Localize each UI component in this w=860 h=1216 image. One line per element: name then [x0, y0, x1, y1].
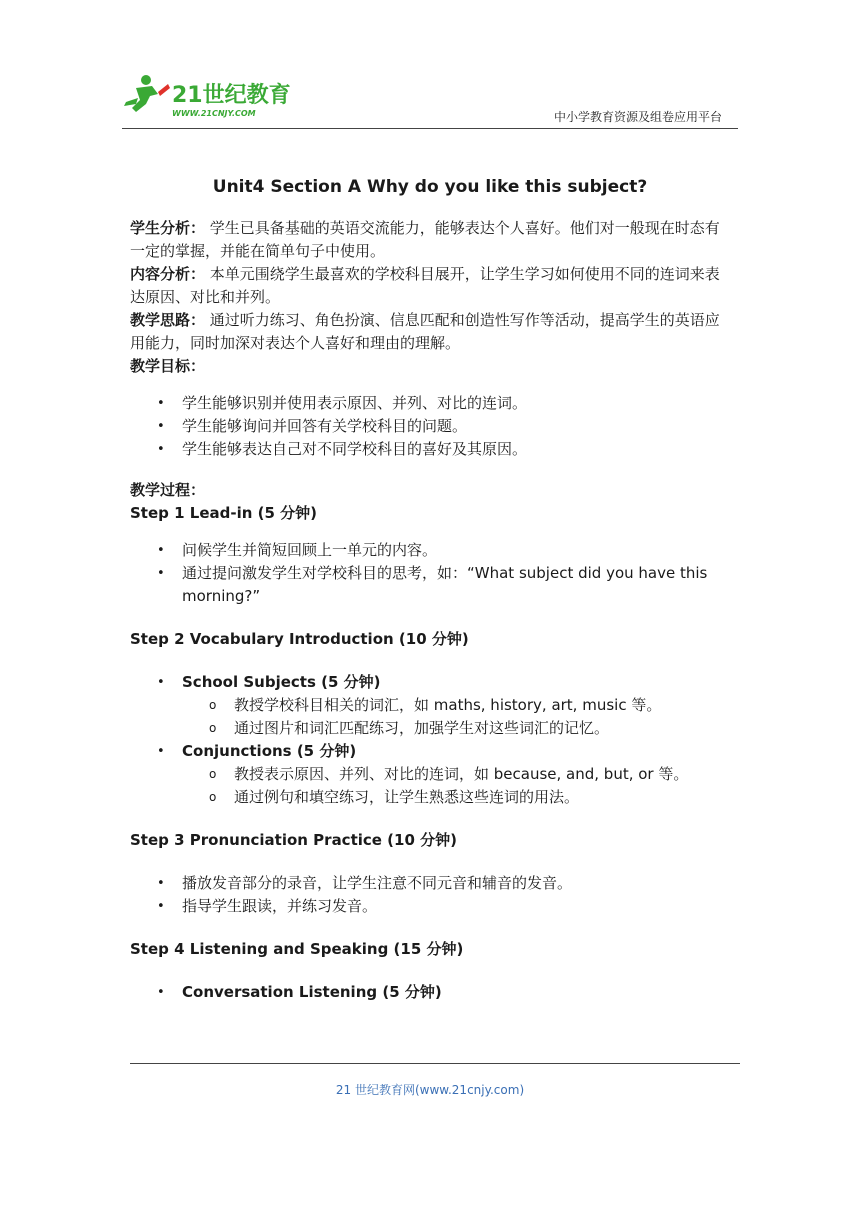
list-item: o 通过例句和填空练习，让学生熟悉这些连词的用法。	[182, 786, 730, 809]
conjunctions-title: Conjunctions (5 分钟)	[182, 742, 357, 760]
list-item	[130, 981, 730, 1004]
footer-divider	[130, 1063, 740, 1064]
document-body	[130, 176, 730, 1014]
teaching-process-label: 教学过程：	[130, 481, 206, 499]
list-item: o 教授表示原因、并列、对比的连词，如 because, and, but, or 等。	[182, 763, 730, 786]
step1-list	[130, 539, 730, 608]
document-title: Unit4 Section A Why do you like this subject?	[212, 177, 648, 197]
teaching-goals-label: 教学目标：	[130, 357, 206, 375]
platform-caption: 中小学教育资源及组卷应用平台	[553, 110, 722, 124]
list-item: • 通过提问激发学生对学校科目的思考，如：“What subject did you have this morning?”	[130, 562, 730, 608]
list-item: o 教授学校科目相关的词汇，如 maths, history, art, music 等。	[182, 694, 730, 717]
conversation-listening-title: Conversation Listening (5 分钟)	[182, 983, 442, 1001]
step3-list	[130, 872, 730, 918]
school-subjects-title: School Subjects (5 分钟)	[182, 673, 381, 691]
content-analysis	[130, 263, 730, 309]
header-divider	[122, 128, 738, 129]
list-item: • 学生能够询问并回答有关学校科目的问题。	[130, 415, 730, 438]
step4-list	[130, 981, 730, 1004]
runner-head-icon	[141, 75, 151, 85]
teaching-idea-label: 教学思路：	[130, 311, 206, 329]
logo-21cnjy	[122, 72, 302, 120]
step2-title: Step 2 Vocabulary Introduction (10 分钟)	[130, 630, 469, 648]
content-analysis-text: 本单元围绕学生最喜欢的学校科目展开，让学生学习如何使用不同的连词来表达原因、对比和并列。	[130, 265, 720, 306]
list-item: • 学生能够识别并使用表示原因、并列、对比的连词。	[130, 392, 730, 415]
svg-text:21世纪教育: 21世纪教育	[172, 83, 291, 108]
student-analysis-label: 学生分析：	[130, 219, 206, 237]
list-item: • 指导学生跟读，并练习发音。	[130, 895, 730, 918]
step1-title: Step 1 Lead-in (5 分钟)	[130, 504, 317, 522]
footer-caption: 21 世纪教育网(www.21cnjy.com)	[335, 1083, 525, 1097]
list-item: • 播放发音部分的录音，让学生注意不同元音和辅音的发音。	[130, 872, 730, 895]
list-item	[130, 740, 730, 809]
step2-list	[130, 671, 730, 809]
list-item: • 问候学生并简短回顾上一单元的内容。	[130, 539, 730, 562]
school-subjects-list	[182, 694, 730, 740]
page-header	[122, 64, 738, 130]
teaching-goals-list	[130, 392, 730, 461]
list-item: • 学生能够表达自己对不同学校科目的喜好及其原因。	[130, 438, 730, 461]
step4-title: Step 4 Listening and Speaking (15 分钟)	[130, 940, 464, 958]
svg-text:WWW.21CNJY.COM: WWW.21CNJY.COM	[172, 109, 256, 118]
list-item: o 通过图片和词汇匹配练习，加强学生对这些词汇的记忆。	[182, 717, 730, 740]
conjunctions-list	[182, 763, 730, 809]
student-analysis	[130, 217, 730, 263]
content-analysis-label: 内容分析：	[130, 265, 206, 283]
step3-title: Step 3 Pronunciation Practice (10 分钟)	[130, 831, 457, 849]
student-analysis-text: 学生已具备基础的英语交流能力，能够表达个人喜好。他们对一般现在时态有一定的掌握，并能在简单句子中使用。	[130, 219, 720, 260]
list-item	[130, 671, 730, 740]
teaching-idea	[130, 309, 730, 355]
runner-flag-icon	[158, 84, 170, 96]
teaching-idea-text: 通过听力练习、角色扮演、信息匹配和创造性写作等活动，提高学生的英语应用能力，同时加深对表达个人喜好和理由的理解。	[130, 311, 720, 352]
